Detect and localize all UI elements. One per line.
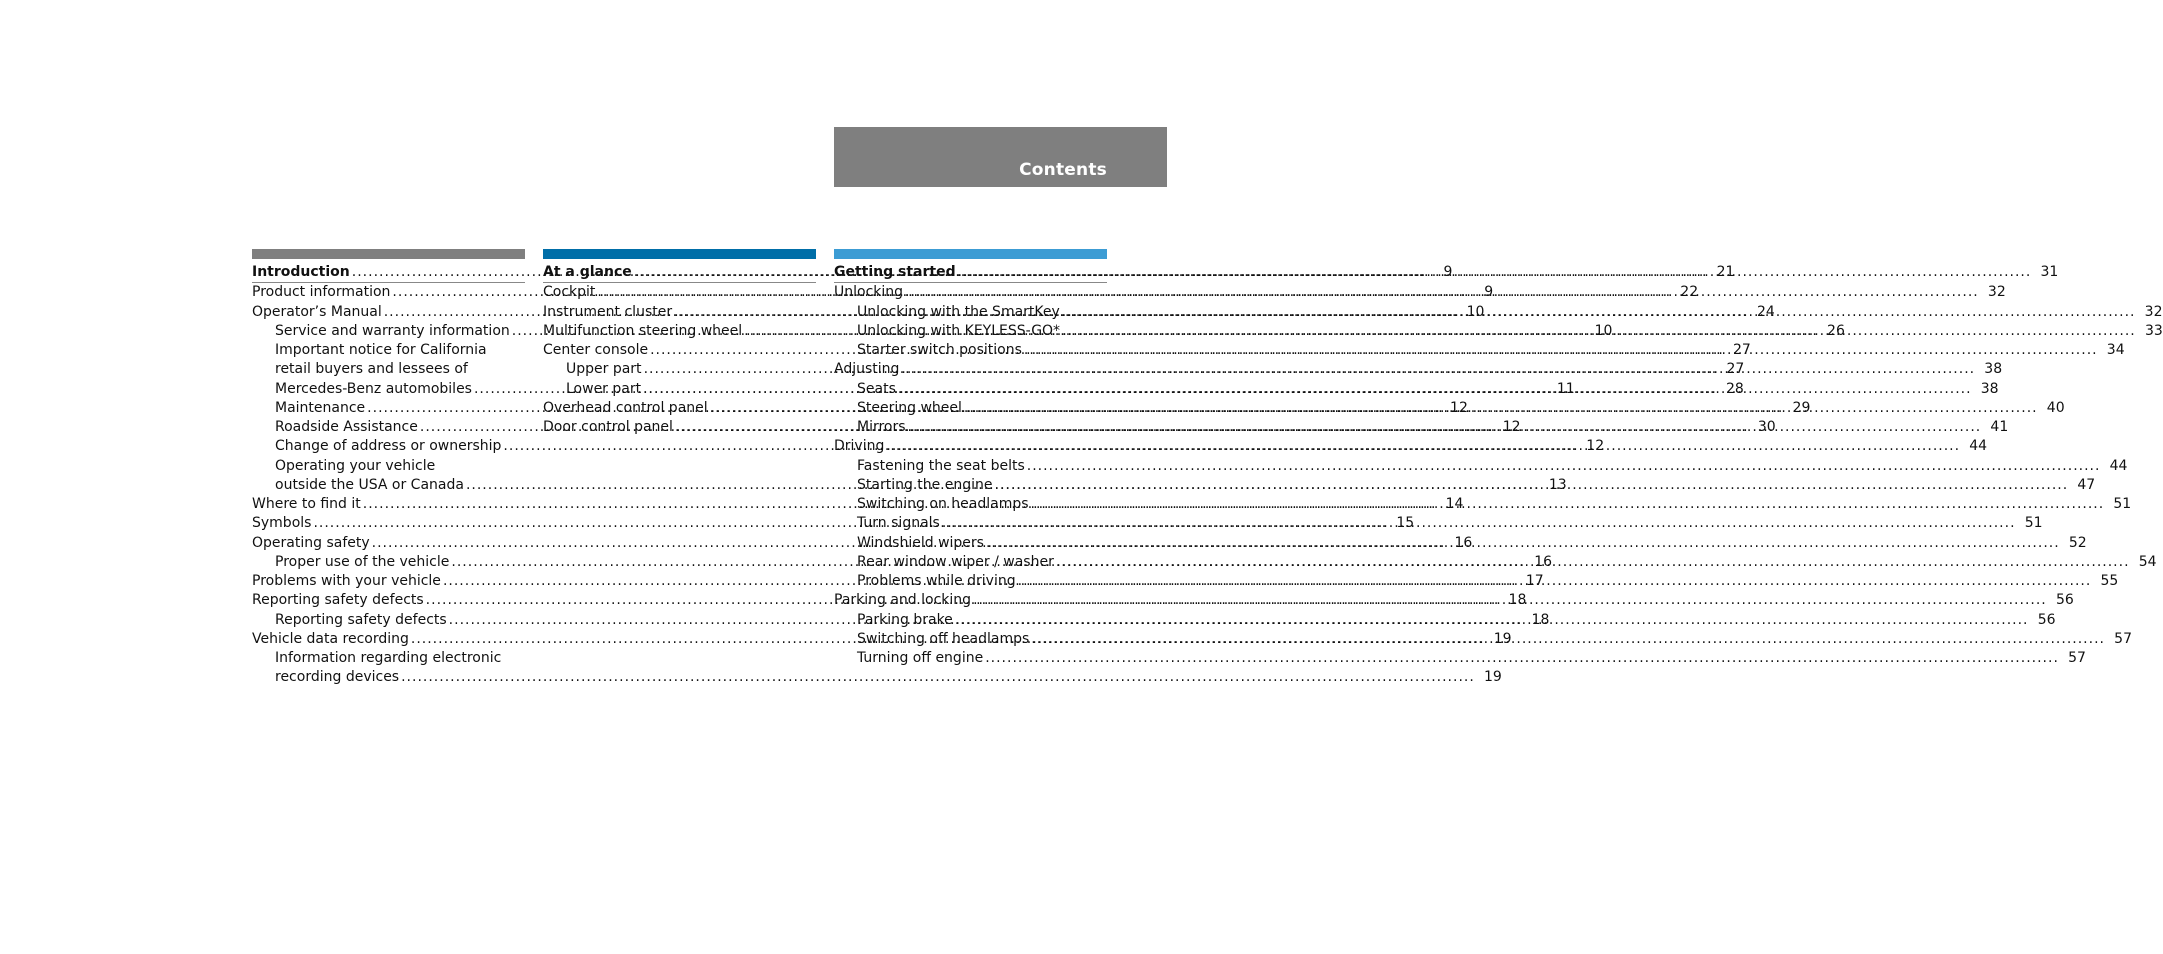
toc-entry-title: Introduction [252, 264, 350, 280]
toc-page-number: 32 [1987, 284, 2006, 301]
toc-page-number: 21 [1716, 264, 1735, 280]
section-color-bar [834, 249, 1107, 259]
toc-page-number: 24 [1756, 303, 1775, 320]
toc-entry-title: Overhead control panel [543, 399, 708, 416]
toc-page-number: 57 [2114, 630, 2132, 647]
toc-entry-title: Service and warranty information [275, 322, 510, 339]
toc-page-number: 22 [1680, 284, 1699, 301]
toc-page-number: 34 [2106, 342, 2125, 358]
toc-page-number: 12 [1450, 399, 1468, 416]
contents-header-tab [834, 127, 1167, 187]
toc-page-number: 51 [2113, 496, 2132, 512]
dot-leader [1054, 553, 2133, 572]
toc-entry-text-line: Operating your vehicle [275, 457, 436, 474]
toc-page-number: 44 [2109, 457, 2128, 474]
toc-page-number: 38 [1984, 361, 2003, 378]
dot-leader [940, 514, 2019, 533]
toc-page-number: 57 [2068, 650, 2086, 666]
toc-page-number: 13 [1548, 476, 1567, 493]
dot-leader [399, 668, 1478, 687]
section-color-bar [252, 249, 525, 259]
toc-page-number: 51 [2024, 515, 2043, 532]
toc-page-number: 44 [1969, 438, 1988, 455]
toc-page-number: 10 [1594, 322, 1613, 339]
toc-entry-text-line: Information regarding electronic [275, 650, 502, 666]
toc-page-number: 12 [1502, 419, 1521, 435]
toc-page-number: 15 [1396, 515, 1415, 532]
toc-page-number: 16 [1534, 553, 1553, 570]
toc-entry-title: Fastening the seat belts [857, 457, 1025, 474]
toc-entry-title: Problems with your vehicle [252, 573, 441, 589]
dot-leader [896, 380, 1975, 399]
toc-entry-title: Getting started [834, 264, 956, 280]
toc-page-number: 56 [2055, 592, 2074, 609]
toc-entry-title: Parking and locking [834, 592, 972, 609]
dot-leader [1060, 322, 2139, 341]
toc-entry-text-line: Important notice for California [275, 342, 487, 358]
toc-page-number: 32 [2144, 303, 2163, 320]
dot-leader [1060, 303, 2139, 322]
dot-leader [962, 399, 2041, 418]
toc-entry-title: Change of address or ownership [275, 438, 502, 455]
toc-entry-title: Reporting safety defects [275, 611, 447, 628]
toc-entry-title: Seats [857, 380, 896, 397]
toc-page-number: 29 [1792, 399, 1811, 416]
toc-entry-title: Maintenance [275, 399, 366, 416]
toc-entry-title: Lower part [566, 380, 642, 397]
toc-entry-title: Steering wheel [857, 399, 962, 416]
dot-leader [1025, 457, 2104, 476]
dot-leader [906, 418, 1985, 437]
dot-leader [971, 591, 2050, 610]
dot-leader [899, 360, 1978, 379]
toc-page-number: 17 [1525, 573, 1544, 589]
toc-page-number: 41 [1990, 419, 2009, 435]
toc-entry-title: Where to find it [252, 496, 361, 512]
toc-entry-title: Vehicle data recording [252, 630, 409, 647]
dot-leader [1016, 572, 2095, 591]
toc-entry-title: Symbols [252, 515, 312, 532]
toc-entry-title: Reporting safety defects [252, 592, 424, 609]
toc-entry-text-line: retail buyers and lessees of [275, 361, 468, 378]
toc-page-number: 27 [1732, 342, 1751, 358]
toc-entry-title: Switching on headlamps [857, 496, 1029, 512]
toc-page-number: 30 [1757, 419, 1776, 435]
dot-leader [1022, 341, 2101, 360]
toc-page-number: 12 [1586, 438, 1605, 455]
toc-page-number: 38 [1980, 380, 1999, 397]
toc-page-number: 56 [2037, 611, 2056, 628]
toc-page-number: 18 [1508, 592, 1527, 609]
toc-entry-title: Starting the engine [857, 476, 993, 493]
toc-entry-title: Starter switch positions [857, 342, 1022, 358]
toc-entry-title: Roadside Assistance [275, 419, 418, 435]
toc-page-number: 26 [1827, 322, 1845, 339]
toc-entry-title: At a glance [543, 264, 632, 280]
toc-entry-title: Proper use of the vehicle [275, 553, 450, 570]
toc-entry-title: Center console [543, 342, 649, 358]
toc-page-number: 16 [1454, 534, 1473, 551]
section-color-bar [543, 249, 816, 259]
toc-page-number: 55 [2100, 573, 2119, 589]
toc-page-number: 11 [1556, 380, 1575, 397]
toc-entry-title: recording devices [275, 669, 400, 686]
toc-entry-title: Mirrors [857, 419, 906, 435]
toc-entry-title: Cockpit [543, 284, 596, 301]
dot-leader [984, 534, 2063, 553]
toc-entry-title: Door control panel [543, 419, 673, 435]
dot-leader [983, 649, 2062, 668]
toc-entry-title: Parking brake [857, 611, 953, 628]
dot-leader [956, 263, 2035, 282]
toc-entry-title: Unlocking with KEYLESS-GO* [857, 322, 1061, 339]
dot-leader [884, 437, 1963, 456]
toc-page-number: 54 [2138, 553, 2157, 570]
toc-entry[interactable] [834, 649, 2086, 668]
toc-entry-title: Multifunction steering wheel [543, 322, 743, 339]
toc-entry-title: Product information [252, 284, 391, 301]
toc-page-number: 9 [1443, 264, 1453, 280]
toc-entry-title: Upper part [566, 361, 642, 378]
toc-page-number: 19 [1493, 630, 1512, 647]
toc-page-number: 31 [2040, 264, 2059, 280]
dot-leader [953, 611, 2032, 630]
dot-leader [992, 476, 2071, 495]
toc-entry-title: Operating safety [252, 534, 370, 551]
dot-leader [903, 283, 1982, 302]
toc-page-number: 40 [2046, 399, 2065, 416]
toc-entry-title: Switching off headlamps [857, 630, 1030, 647]
toc-entry-title: Unlocking [834, 284, 904, 301]
toc-page-number: 19 [1483, 669, 1502, 686]
toc-entry[interactable] [834, 457, 2128, 476]
dot-leader [1029, 495, 2108, 514]
dot-leader [1029, 630, 2108, 649]
toc-page-number: 47 [2077, 476, 2096, 493]
toc-entry-title: Problems while driving [857, 573, 1016, 589]
toc-entry-title: Instrument cluster [543, 303, 673, 320]
toc-page-number: 18 [1531, 611, 1550, 628]
page-title: Contents [1019, 160, 1107, 180]
toc-entry-title: Turning off engine [857, 650, 984, 666]
toc-entry[interactable] [252, 668, 1502, 687]
toc-entry-title: Operator’s Manual [252, 303, 382, 320]
toc-entry-title: outside the USA or Canada [275, 476, 464, 493]
toc-page-number: 27 [1726, 361, 1745, 378]
toc-page-number: 28 [1725, 380, 1744, 397]
toc-page-number: 52 [2068, 534, 2087, 551]
toc-entry-title: Adjusting [834, 361, 900, 378]
toc-entry-title: Windshield wipers [857, 534, 984, 551]
toc-page-number: 14 [1445, 496, 1464, 512]
toc-entry-title: Driving [834, 438, 885, 455]
toc-page-number: 9 [1484, 284, 1494, 301]
toc-entry-title: Mercedes-Benz automobiles [275, 380, 472, 397]
toc-page-number: 10 [1466, 303, 1485, 320]
toc-page-number: 33 [2144, 322, 2163, 339]
toc-entry-title: Unlocking with the SmartKey [857, 303, 1060, 320]
toc-entry-title: Turn signals [857, 515, 940, 532]
toc-entry-title: Rear window wiper / washer [857, 553, 1054, 570]
